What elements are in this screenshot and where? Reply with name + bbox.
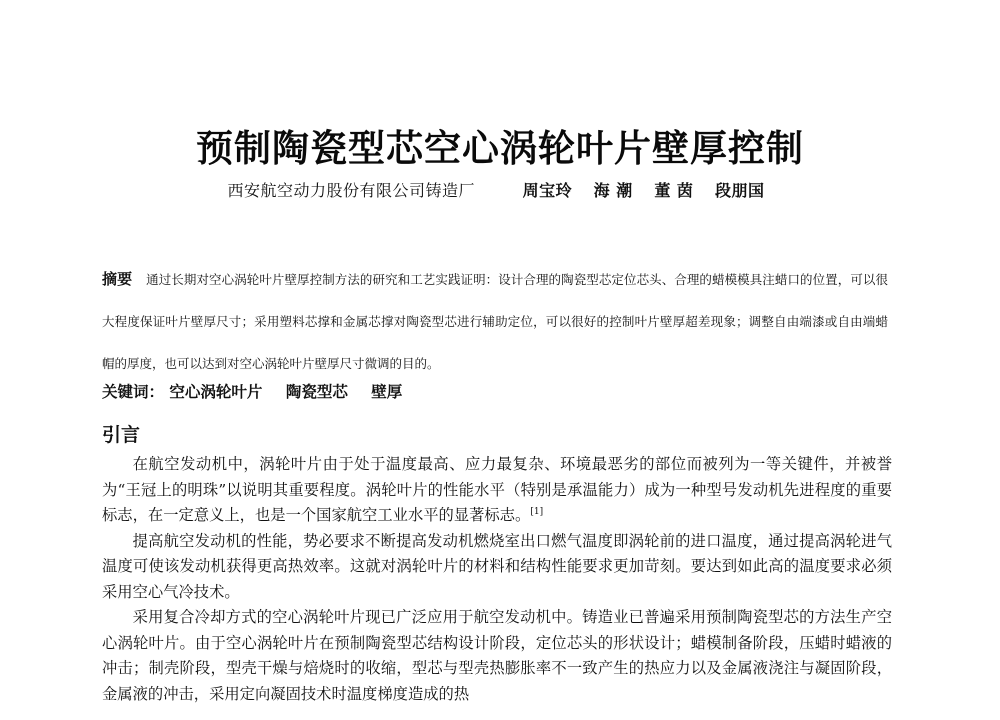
citation: [1] — [530, 506, 544, 517]
keyword: 空心涡轮叶片 — [169, 383, 263, 401]
author-line — [0, 178, 1000, 201]
paper-title: 预制陶瓷型芯空心涡轮叶片壁厚控制 — [196, 127, 804, 170]
keyword: 陶瓷型芯 — [285, 383, 348, 401]
author-name: 董 茵 — [654, 181, 694, 200]
paragraph — [102, 605, 892, 707]
keywords-label: 关键词： — [102, 383, 165, 401]
abstract-label: 摘要 — [102, 270, 133, 288]
affiliation: 西安航空动力股份有限公司铸造厂 — [227, 181, 475, 200]
author-name: 段朋国 — [715, 181, 765, 200]
keyword: 壁厚 — [371, 383, 403, 401]
body-text — [102, 452, 892, 707]
author-name: 海 潮 — [593, 181, 633, 200]
abstract-text: 通过长期对空心涡轮叶片壁厚控制方法的研究和工艺实践证明：设计合理的陶瓷型芯定位芯头、合理的蜡模模具注蜡口的位置，可以很大程度保证叶片壁厚尺寸；采用塑料芯撑和金属芯撑对陶瓷型芯进行辅助定位，可以很好的控制叶片壁厚超差现象；调整自由端漆或自由端蜡帽的厚度，也可以达到对空心涡轮叶片壁厚尺寸微调的目的。 — [102, 272, 888, 371]
paragraph-text: 采用复合冷却方式的空心涡轮叶片现已广泛应用于航空发动机中。铸造业已普遍采用预制陶瓷型芯的方法生产空心涡轮叶片。由于空心涡轮叶片在预制陶瓷型芯结构设计阶段，定位芯头的形状设计；蜡模制备阶段，压蜡时蜡液的冲击；制壳阶段，型壳干燥与焙烧时的收缩，型芯与型壳热膨胀率不一致产生的热应力以及金属液浇注与凝固阶段，金属液的冲击，采用定向凝固技术时温度梯度造成的热 — [102, 608, 892, 703]
paragraph-text: 提高航空发动机的性能，势必要求不断提高发动机燃烧室出口燃气温度即涡轮前的进口温度，通过提高涡轮进气温度可使该发动机获得更高热效率。这就对涡轮叶片的材料和结构性能要求更加苛刻。要达到如此高的温度要求必须采用空心气冷技术。 — [102, 531, 892, 601]
paragraph — [102, 452, 892, 529]
keywords — [102, 380, 420, 402]
abstract — [102, 258, 888, 385]
paragraph-text: 在航空发动机中，涡轮叶片由于处于温度最高、应力最复杂、环境最恶劣的部位而被列为一等关键件，并被誉为“王冠上的明珠”以说明其重要程度。涡轮叶片的性能水平（特别是承温能力）成为一种型号发动机先进程度的重要标志，在一定意义上，也是一个国家航空工业水平的显著标志。 — [102, 455, 892, 524]
author-name: 周宝玲 — [522, 181, 573, 200]
paragraph — [102, 529, 892, 606]
section-heading: 引言 — [102, 424, 141, 446]
